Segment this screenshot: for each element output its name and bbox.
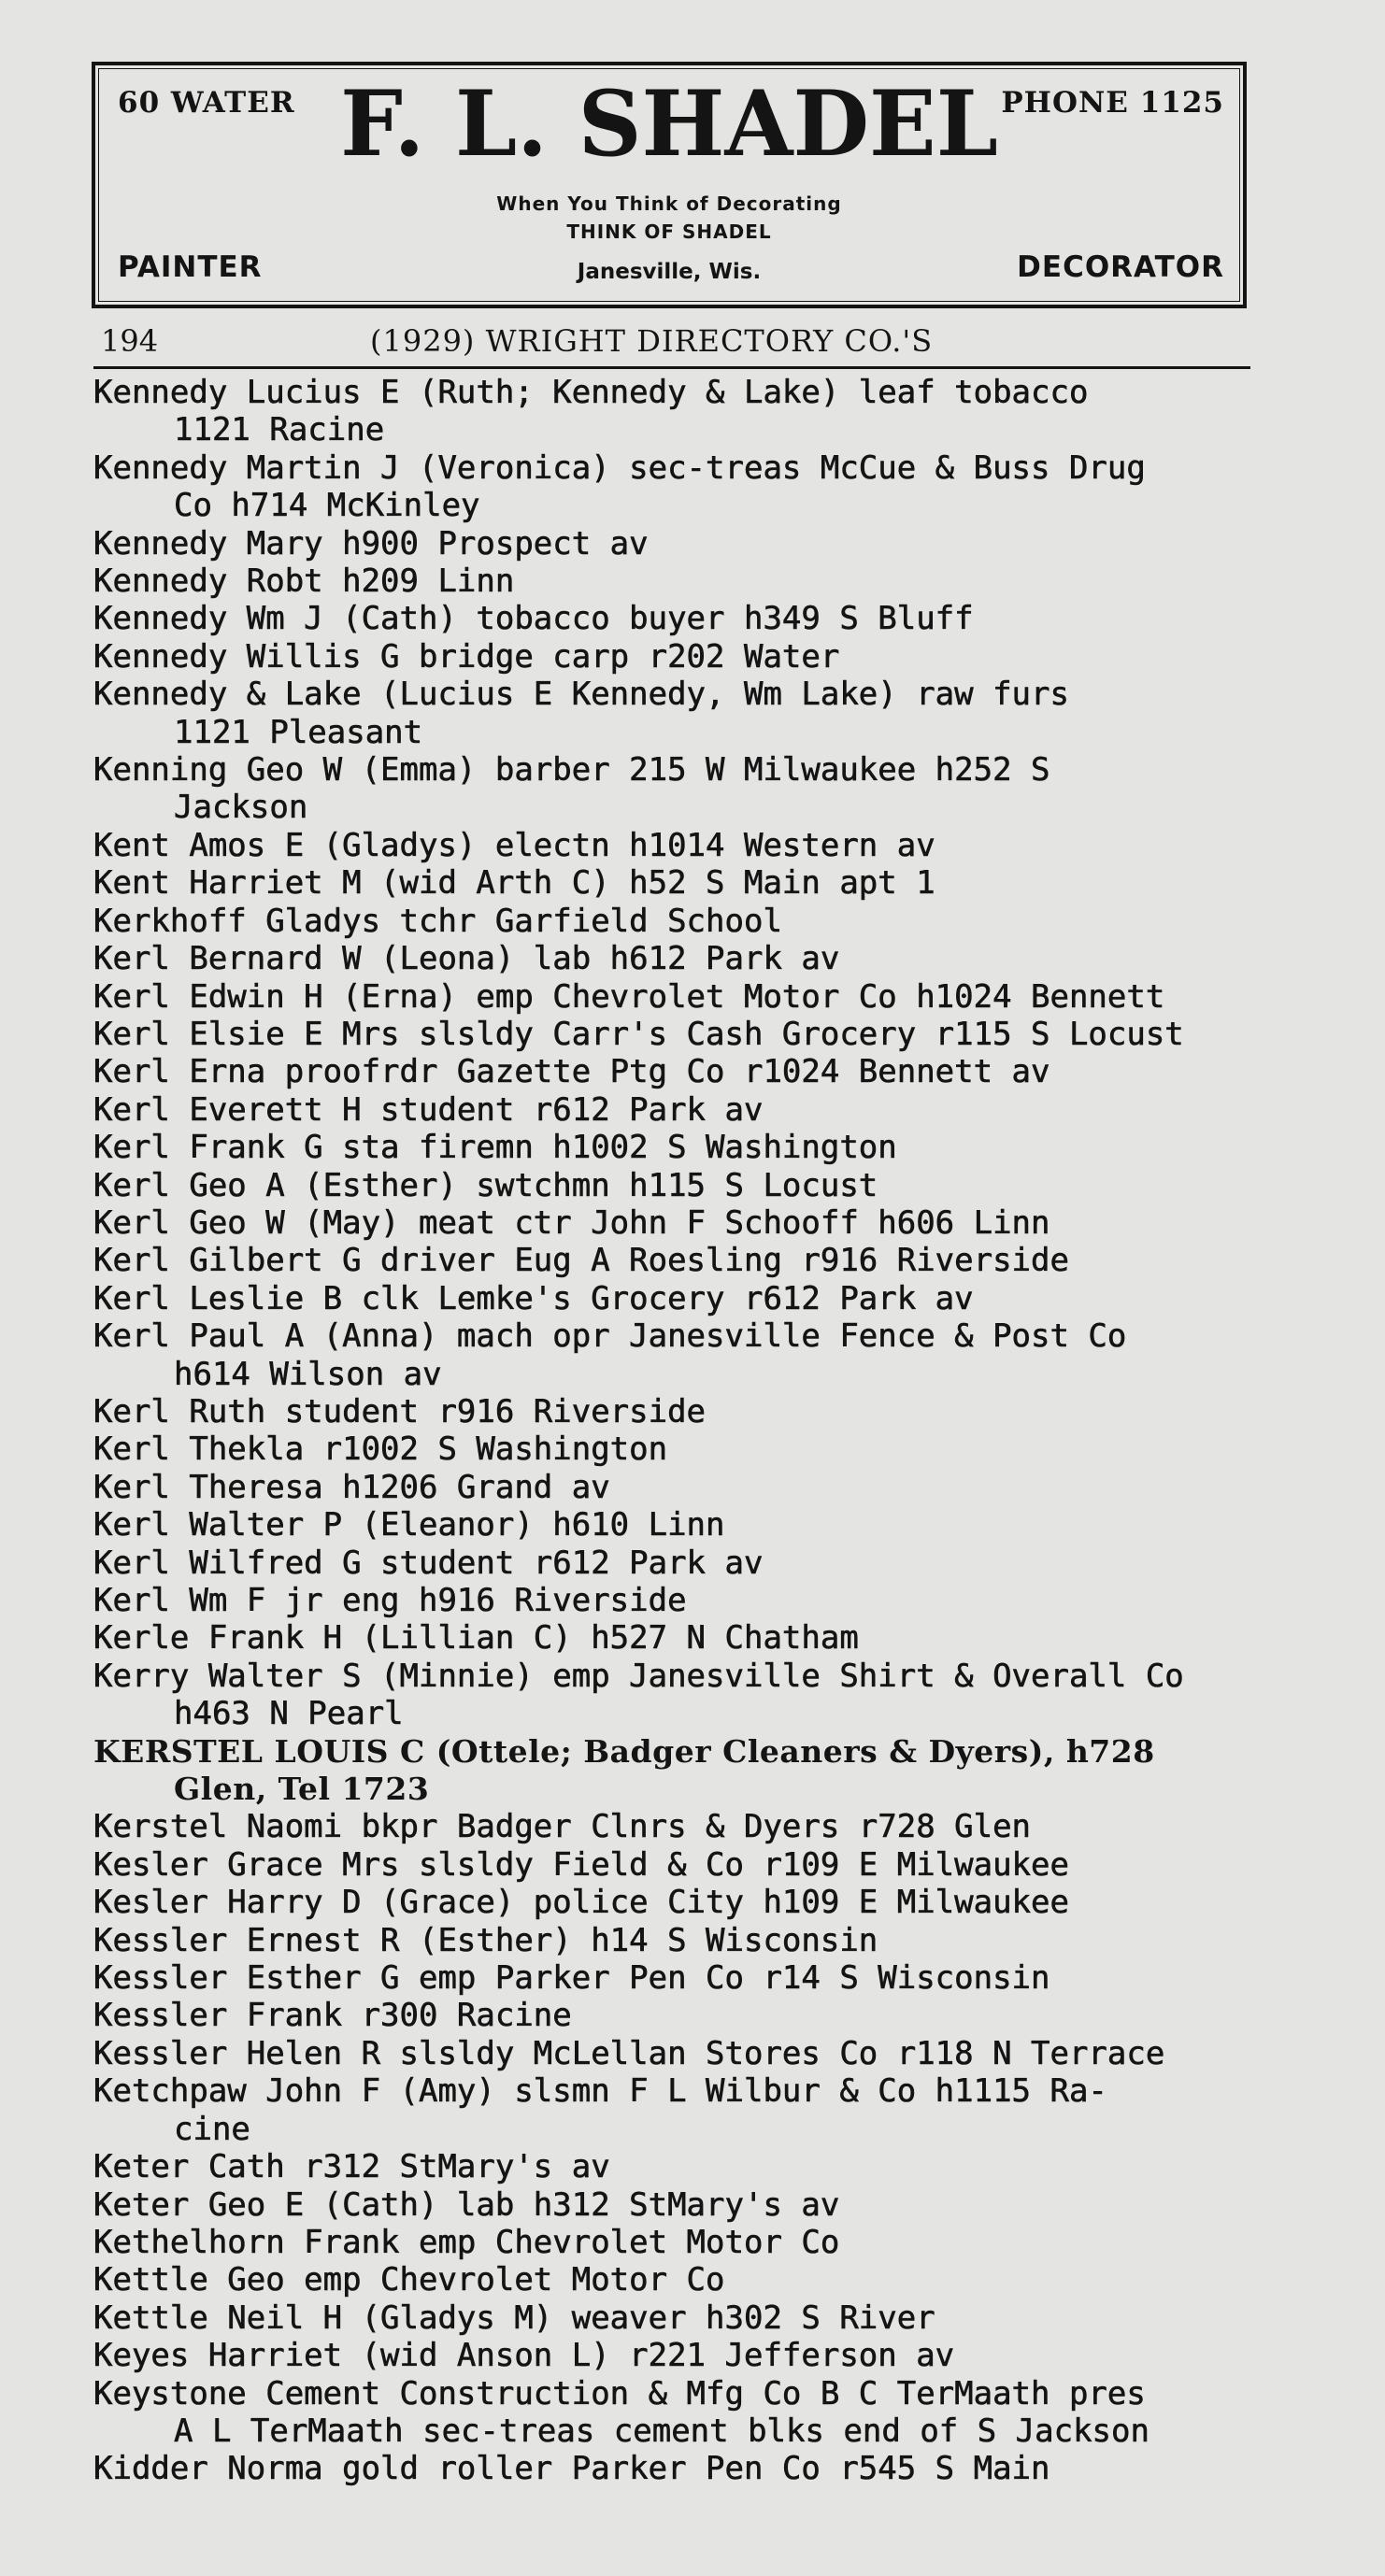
directory-entry: Kessler Ernest R (Esther) h14 S Wisconsin	[93, 1921, 878, 1959]
directory-entry: Keystone Cement Construction & Mfg Co B C TerMaath pres	[93, 2374, 1146, 2412]
page-number: 194	[101, 323, 159, 359]
ad-left-label: PAINTER	[118, 250, 263, 284]
directory-entry: Kerl Theresa h1206 Grand av	[93, 1468, 610, 1506]
directory-entry-continuation: h614 Wilson av	[174, 1355, 442, 1393]
directory-entry-continuation: cine	[174, 2110, 250, 2148]
ad-business-name: F. L. SHADEL	[340, 71, 998, 177]
directory-entry-continuation: 1121 Racine	[174, 411, 385, 449]
directory-entry: Kennedy Willis G bridge carp r202 Water	[93, 637, 840, 676]
directory-entry: Kerl Bernard W (Leona) lab h612 Park av	[93, 940, 840, 978]
directory-entry: Kerl Everett H student r612 Park av	[93, 1090, 764, 1129]
directory-entry: Kent Harriet M (wid Arth C) h52 S Main apt 1	[93, 864, 935, 903]
directory-entry: Kerl Elsie E Mrs slsldy Carr's Cash Grocery r115 S Locust	[93, 1015, 1184, 1053]
directory-entry: Kessler Esther G emp Parker Pen Co r14 S Wisconsin	[93, 1959, 1050, 1998]
ad-city: Janesville, Wis.	[577, 260, 762, 284]
directory-entry-continuation: Glen, Tel 1723	[174, 1771, 430, 1808]
directory-entry: Kerl Frank G sta firemn h1002 S Washington	[93, 1129, 897, 1167]
directory-entry: Kerl Ruth student r916 Riverside	[93, 1392, 707, 1430]
directory-entry-continuation: Co h714 McKinley	[174, 487, 480, 525]
ad-tagline-secondary: THINK OF SHADEL	[566, 221, 772, 243]
header-rule	[93, 366, 1250, 369]
directory-entry-continuation: h463 N Pearl	[174, 1695, 404, 1733]
directory-entry: Kerl Wilfred G student r612 Park av	[93, 1544, 764, 1582]
directory-entry: Kennedy & Lake (Lucius E Kennedy, Wm Lake) raw furs	[93, 676, 1069, 714]
directory-entry: Kerl Erna proofrdr Gazette Ptg Co r1024 Bennett av	[93, 1053, 1050, 1091]
directory-entry: Kethelhorn Frank emp Chevrolet Motor Co	[93, 2223, 840, 2261]
ad-right-label: DECORATOR	[1017, 250, 1224, 284]
directory-entry: Kerl Wm F jr eng h916 Riverside	[93, 1582, 687, 1619]
directory-entry: Kennedy Wm J (Cath) tobacco buyer h349 S Bluff	[93, 600, 974, 638]
ad-address: 60 WATER	[118, 86, 295, 120]
directory-entry: Kerstel Naomi bkpr Badger Clnrs & Dyers r728 Glen	[93, 1808, 1032, 1846]
directory-listing	[93, 374, 1257, 2488]
directory-entry: Kerl Thekla r1002 S Washington	[93, 1430, 668, 1469]
directory-entry: Kesler Grace Mrs slsldy Field & Co r109 E Milwaukee	[93, 1845, 1069, 1884]
directory-entry-continuation: 1121 Pleasant	[174, 713, 423, 751]
page-header	[97, 321, 1251, 363]
directory-entry: Keter Cath r312 StMary's av	[93, 2148, 610, 2186]
directory-entry: Kettle Geo emp Chevrolet Motor Co	[93, 2261, 725, 2299]
advertisement-box	[92, 62, 1247, 308]
directory-entry: Ketchpaw John F (Amy) slsmn F L Wilbur & Co h1115 Ra-	[93, 2072, 1107, 2111]
directory-entry: Kennedy Mary h900 Prospect av	[93, 524, 649, 562]
directory-entry: Keyes Harriet (wid Anson L) r221 Jefferson av	[93, 2337, 955, 2375]
directory-entry-continuation: A L TerMaath sec-treas cement blks end of S Jackson	[174, 2412, 1149, 2450]
directory-entry: Kerry Walter S (Minnie) emp Janesville Shirt & Overall Co	[93, 1657, 1184, 1695]
directory-entry: Kidder Norma gold roller Parker Pen Co r545 S Main	[93, 2450, 1050, 2488]
directory-entry: Kerl Geo W (May) meat ctr John F Schooff h606 Linn	[93, 1203, 1050, 1242]
directory-entry: Kerle Frank H (Lillian C) h527 N Chatham	[93, 1619, 859, 1658]
running-title: (1929) WRIGHT DIRECTORY CO.'S	[370, 323, 934, 359]
directory-entry: Kerl Leslie B clk Lemke's Grocery r612 Park av	[93, 1279, 974, 1317]
ad-phone: PHONE 1125	[1001, 86, 1224, 120]
directory-entry: Kesler Harry D (Grace) police City h109 E Milwaukee	[93, 1884, 1069, 1922]
directory-entry-continuation: Jackson	[174, 789, 308, 827]
directory-entry: Kerl Geo A (Esther) swtchmn h115 S Locust	[93, 1166, 878, 1204]
directory-entry: Keter Geo E (Cath) lab h312 StMary's av	[93, 2185, 840, 2224]
directory-entry: Kessler Helen R slsldy McLellan Stores Co r118 N Terrace	[93, 2034, 1165, 2072]
directory-entry: Kennedy Martin J (Veronica) sec-treas McCue & Buss Drug	[93, 448, 1146, 487]
directory-entry: Kent Amos E (Gladys) electn h1014 Western av	[93, 826, 935, 864]
directory-entry: Kennedy Robt h209 Linn	[93, 562, 515, 601]
directory-entry: Kennedy Lucius E (Ruth; Kennedy & Lake) leaf tobacco	[93, 374, 1089, 411]
directory-entry: Kerl Walter P (Eleanor) h610 Linn	[93, 1506, 725, 1544]
directory-entry: Kerl Gilbert G driver Eug A Roesling r916 Riverside	[93, 1242, 1069, 1280]
directory-entry: Kessler Frank r300 Racine	[93, 1997, 572, 2035]
directory-entry: KERSTEL LOUIS C (Ottele; Badger Cleaners & Dyers), h728	[93, 1732, 1155, 1770]
directory-entry: Kerl Edwin H (Erna) emp Chevrolet Motor Co h1024 Bennett	[93, 977, 1165, 1016]
directory-entry: Kettle Neil H (Gladys M) weaver h302 S River	[93, 2298, 935, 2337]
directory-entry: Kenning Geo W (Emma) barber 215 W Milwaukee h252 S	[93, 751, 1050, 790]
directory-entry: Kerkhoff Gladys tchr Garfield School	[93, 902, 782, 940]
ad-tagline: When You Think of Decorating	[496, 192, 842, 215]
directory-entry: Kerl Paul A (Anna) mach opr Janesville Fence & Post Co	[93, 1317, 1127, 1356]
